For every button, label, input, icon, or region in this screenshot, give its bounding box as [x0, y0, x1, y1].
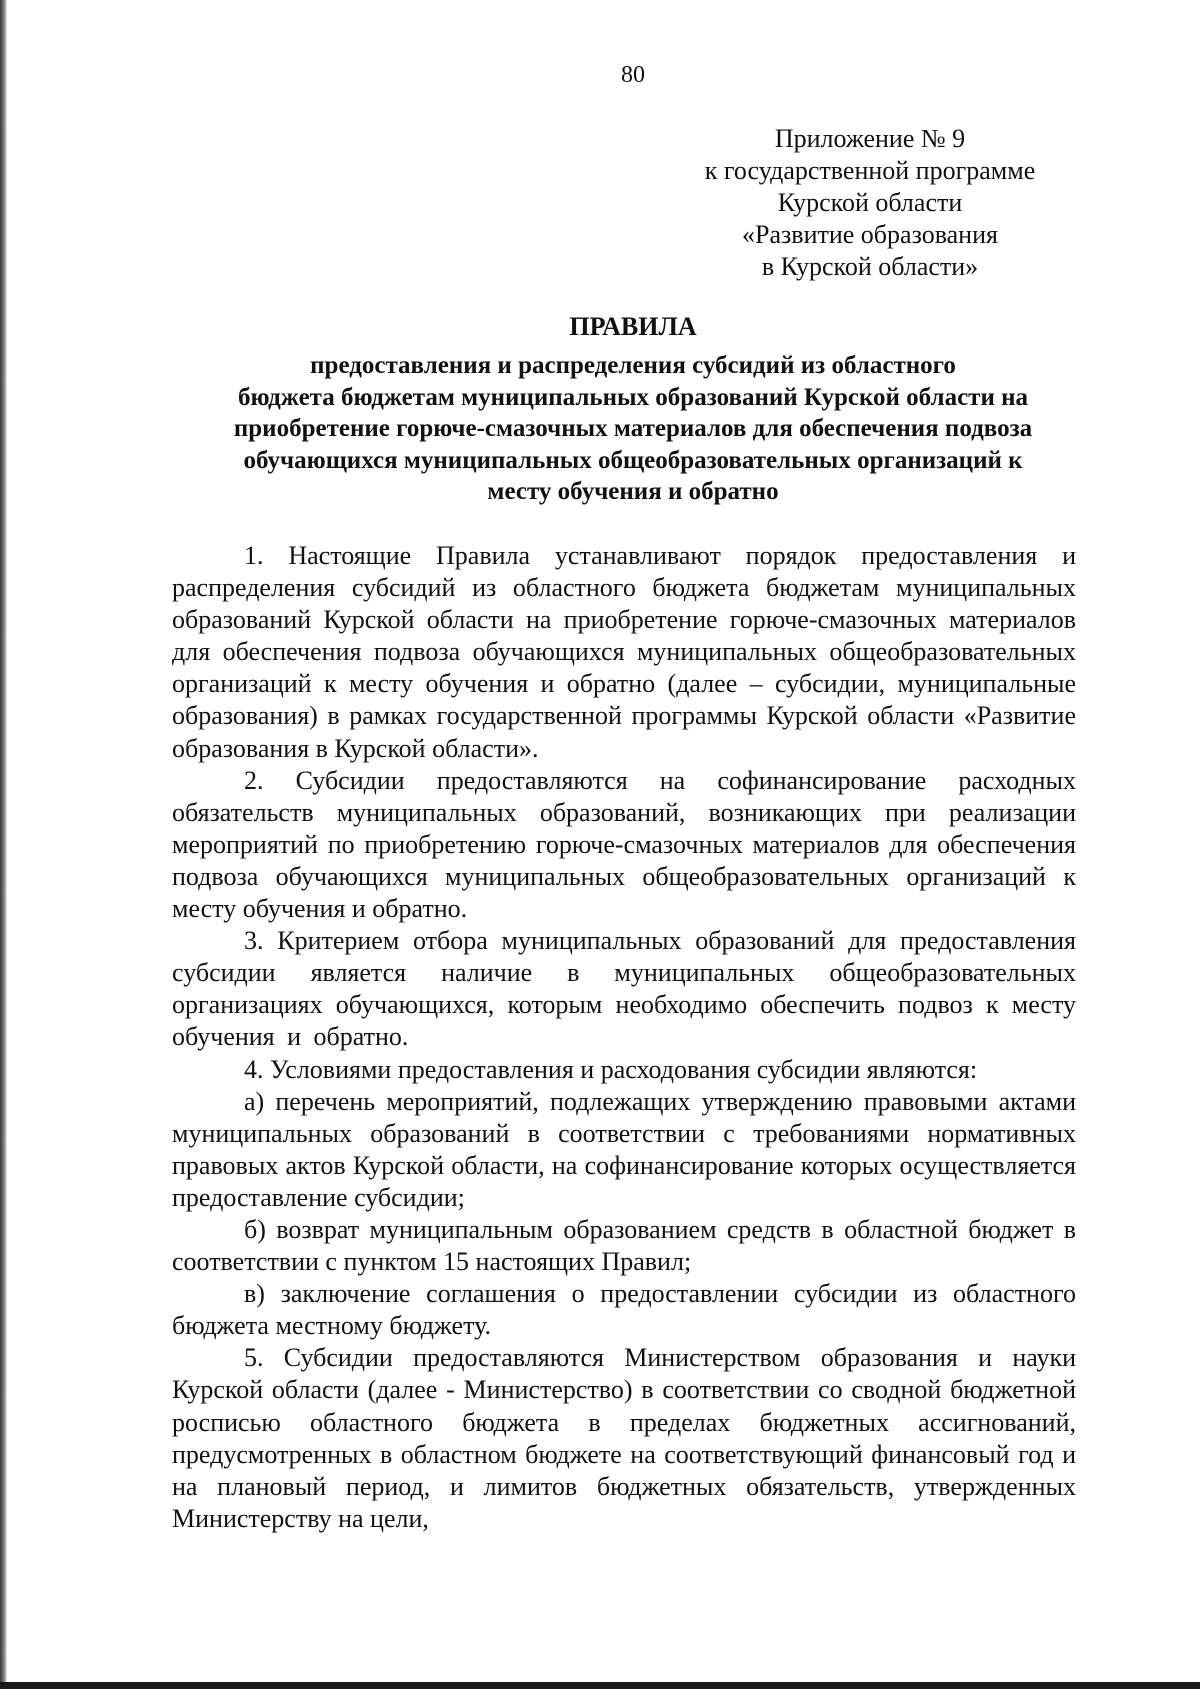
document-subtitle: [150, 350, 1116, 508]
document-body: [172, 540, 1076, 1535]
appendix-line: в Курской области»: [761, 252, 979, 281]
paragraph-4: 4. Условиями предоставления и расходования субсидии являются:: [244, 1054, 978, 1084]
scan-left-edge: [0, 0, 7, 1689]
paragraph-4b: б) возврат муниципальным образованием средств в областной бюджет в соответствии с пунктом 15 настоящих Правил;: [172, 1214, 1076, 1277]
appendix-line: «Развитие образования: [742, 220, 998, 249]
paragraph-5: 5. Субсидии предоставляются Министерством образования и науки Курской области (далее - Министерство) в соответствии со сводной бюджетной росписью областного бюджета в пределах бюджетных ассигнований, предусмотренных в областном бюджете на соответствующий финансовый год и на плановый период, и лимитов бюджетных обязательств, утвержденных Министерству на цели,: [172, 1343, 1076, 1533]
paragraph-4a: а) перечень мероприятий, подлежащих утверждению правовыми актами муниципальных образований в соответствии с требованиями нормативных правовых актов Курской области, на софинансирование которых осуществляется предоставление субсидии;: [172, 1086, 1076, 1212]
appendix-line: Приложение № 9: [774, 124, 966, 153]
subtitle-line: месту обучения и обратно: [487, 478, 779, 505]
scan-bottom-edge: [0, 1682, 1200, 1689]
paragraph-4c: в) заключение соглашения о предоставлении субсидии из областного бюджета местному бюджету.: [172, 1279, 1076, 1341]
page-number: 80: [621, 62, 645, 88]
document-title: ПРАВИЛА: [569, 312, 697, 341]
subtitle-line: обучающихся муниципальных общеобразовательных организаций к: [243, 446, 1023, 474]
paragraph-1: 1. Настоящие Правила устанавливают порядок предоставления и распределения субсидий из областного бюджета бюджетам муниципальных образований Курской области на приобретение горюче-смазочных материалов для обеспечения подвоза обучающихся муниципальных общеобразовательных организаций к месту обучения и обратно (далее – субсидии, муниципальные образования) в рамках государственной программы Курской области «Развитие образования в Курской области».: [172, 541, 1076, 763]
paragraph-3: 3. Критерием отбора муниципальных образований для предоставления субсидии является наличие в муниципальных общеобразовательных организациях обучающихся, которым необходимо обеспечить подвоз к месту обучения и обратно.: [172, 926, 1076, 1052]
subtitle-line: бюджета бюджетам муниципальных образований Курской области на: [237, 383, 1029, 411]
paragraph-2: 2. Субсидии предоставляются на софинансирование расходных обязательств муниципальных образований, возникающих при реализации мероприятий по приобретению горюче-смазочных материалов для обеспечения подвоза обучающихся муниципальных общеобразовательных организаций к месту обучения и обратно.: [172, 765, 1076, 924]
subtitle-line: предоставления и распределения субсидий из областного: [310, 352, 956, 379]
subtitle-line: приобретение горюче-смазочных материалов для обеспечения подвоза: [233, 415, 1033, 442]
appendix-line: Курской области: [777, 188, 963, 217]
appendix-line: к государственной программе: [704, 156, 1036, 185]
appendix-reference: [660, 123, 1080, 283]
